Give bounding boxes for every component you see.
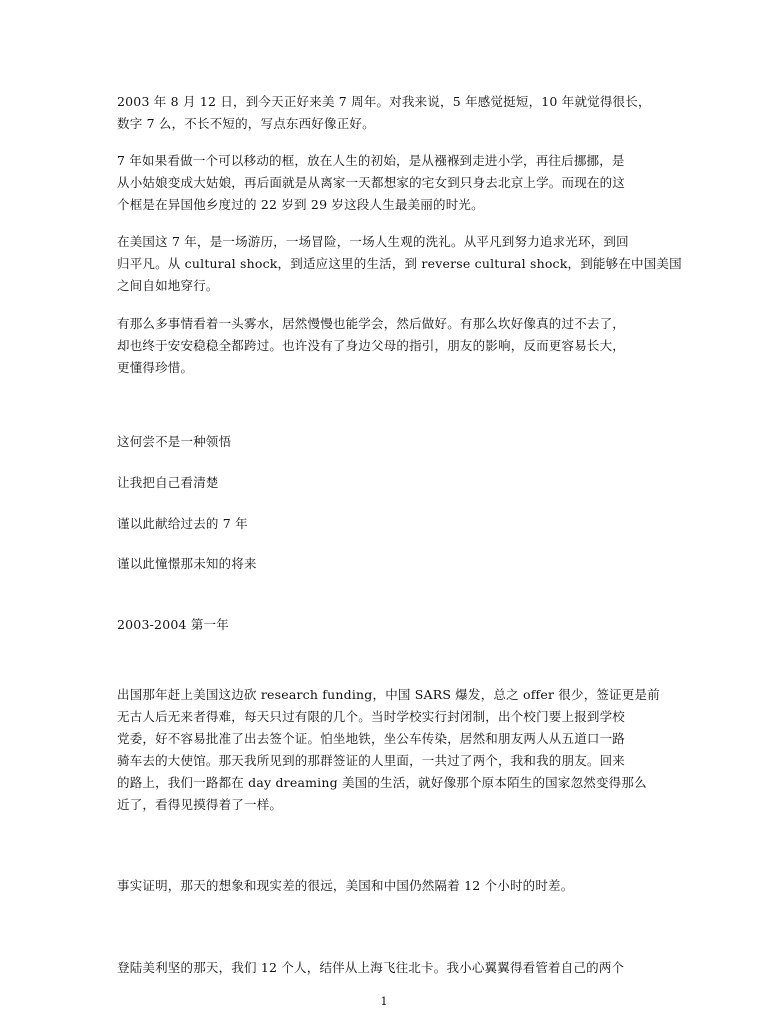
text-line: 无古人后无来者得难，每天只过有限的几个。当时学校实行封闭制，出个校门要上报到学校 — [117, 709, 626, 724]
paragraph-7 — [117, 957, 652, 979]
text-line: 归平凡。从 cultural shock，到适应这里的生活，到 reverse cultural shock，到能够在中国美国 — [117, 256, 682, 271]
poem-line-3 — [117, 513, 652, 535]
text-line: 这何尝不是一种领悟 — [117, 434, 232, 449]
text-line: 2003 年 8 月 12 日，到今天正好来美 7 周年。对我来说，5 年感觉挺短，10 年就觉得很长， — [117, 94, 651, 109]
text-line: 出国那年赶上美国这边砍 research funding，中国 SARS 爆发，总之 offer 很少，签证更是前 — [117, 687, 660, 702]
text-line: 更懂得珍惜。 — [117, 360, 194, 375]
text-line: 2003-2004 第一年 — [117, 617, 229, 632]
poem-line-1 — [117, 431, 652, 453]
text-line: 却也终于安安稳稳全都跨过。也许没有了身边父母的指引，朋友的影响，反而更容易长大， — [117, 338, 626, 353]
text-line: 的路上，我们一路都在 day dreaming 美国的生活，就好像那个原本陌生的国家忽然变得那么 — [117, 775, 647, 790]
paragraph-3 — [117, 231, 682, 297]
paragraph-1 — [117, 91, 652, 135]
section-heading — [117, 614, 652, 636]
text-line: 在美国这 7 年，是一场游历，一场冒险，一场人生观的洗礼。从平凡到努力追求光环，到回 — [117, 234, 629, 249]
text-line: 之间自如地穿行。 — [117, 278, 219, 293]
text-line: 党委，好不容易批准了出去签个证。怕坐地铁，坐公车传染，居然和朋友两人从五道口一路 — [117, 731, 626, 746]
page-number: 1 — [380, 995, 388, 1008]
text-line: 事实证明，那天的想象和现实差的很远，美国和中国仍然隔着 12 个小时的时差。 — [117, 878, 574, 893]
paragraph-2 — [117, 150, 652, 216]
text-line: 数字 7 么，不长不短的，写点东西好像正好。 — [117, 116, 375, 131]
text-line: 谨以此憧憬那未知的将来 — [117, 556, 257, 571]
text-line: 骑车去的大使馆。那天我所见到的那群签证的人里面，一共过了两个，我和我的朋友。回来 — [117, 753, 626, 768]
poem-line-4 — [117, 553, 652, 575]
paragraph-6 — [117, 875, 652, 897]
text-line: 个框是在异国他乡度过的 22 岁到 29 岁这段人生最美丽的时光。 — [117, 197, 484, 212]
text-line: 从小姑娘变成大姑娘，再后面就是从离家一天都想家的宅女到只身去北京上学。而现在的这 — [117, 175, 626, 190]
text-line: 登陆美利坚的那天，我们 12 个人，结伴从上海飞往北卡。我小心翼翼得看管着自己的两个 — [117, 960, 625, 975]
poem-line-2 — [117, 472, 652, 494]
paragraph-5 — [117, 684, 660, 816]
text-line: 谨以此献给过去的 7 年 — [117, 516, 248, 531]
paragraph-4 — [117, 313, 652, 379]
text-line: 近了，看得见摸得着了一样。 — [117, 797, 283, 812]
text-line: 7 年如果看做一个可以移动的框，放在人生的初始，是从襁褓到走进小学，再往后挪挪，是 — [117, 153, 625, 168]
text-line: 让我把自己看清楚 — [117, 475, 219, 490]
text-line: 有那么多事情看着一头雾水，居然慢慢也能学会，然后做好。有那么坎好像真的过不去了， — [117, 316, 626, 331]
